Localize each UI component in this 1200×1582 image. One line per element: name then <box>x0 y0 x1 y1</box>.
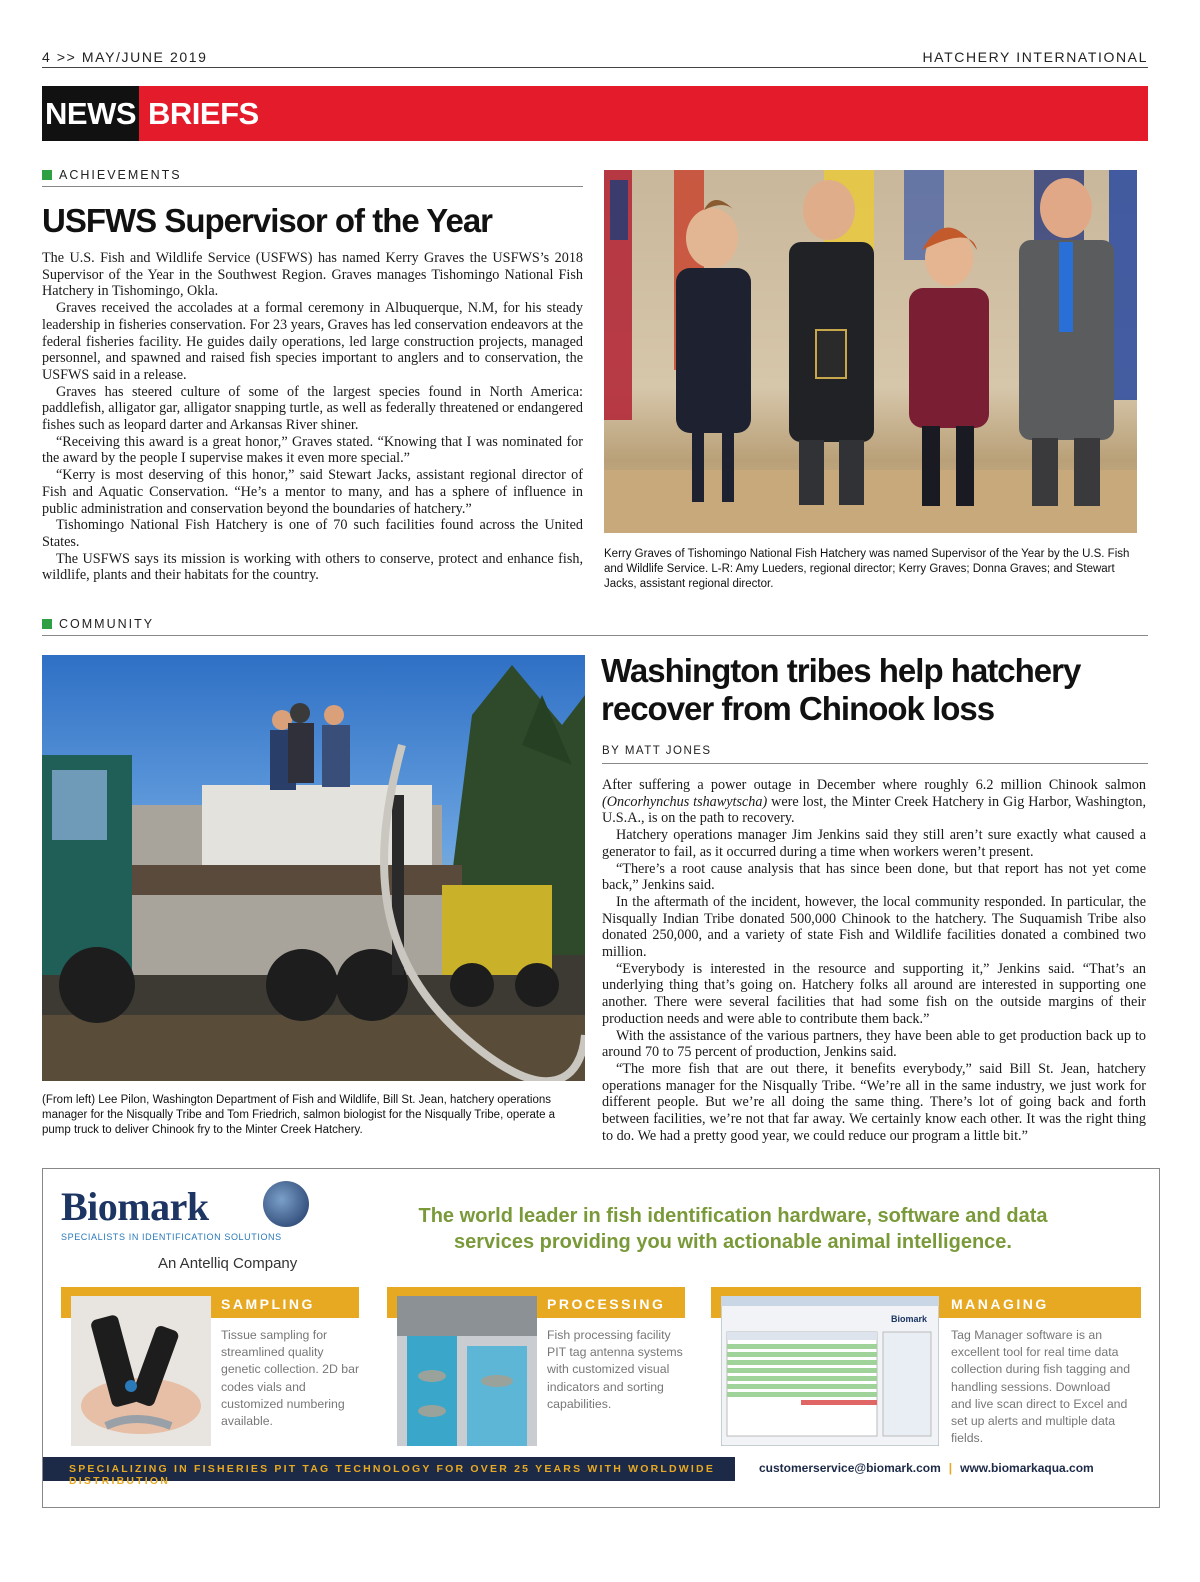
award-ceremony-photo <box>604 170 1137 533</box>
section-label-text: COMMUNITY <box>59 617 155 631</box>
section-marker-icon <box>42 619 52 629</box>
species-name: (Oncorhynchus tshawytscha) <box>602 793 768 810</box>
article-paragraph: Tishomingo National Fish Hatchery is one of 70 such facilities found across the United States. <box>42 517 583 550</box>
article-paragraph: Graves has steered culture of some of the largest species found in North America: paddlefish, alligator gar, alligator snapping turtle, as well as federally threatened or endangered fishes such as leopard darter and Arkansas River shiner. <box>42 383 583 434</box>
publication-name: HATCHERY INTERNATIONAL <box>922 49 1148 65</box>
tissue-sampler-image <box>71 1296 211 1446</box>
text-run: After suffering a power outage in December where roughly 6.2 million Chinook salmon <box>602 777 1146 793</box>
biomark-advertisement[interactable] <box>42 1168 1160 1508</box>
article-paragraph: “Everybody is interested in the resource and supporting it,” Jenkins said. “That’s an underlying thing that’s going on. Hatchery folks all around are interested in supporting one another. There were several facilities that had some fish on the outside margins of their production needs and were able to contribute them back.” <box>602 960 1146 1027</box>
fish-logo-icon <box>263 1181 309 1227</box>
section-label-community <box>42 617 154 631</box>
photo-caption: Kerry Graves of Tishomingo National Fish Hatchery was named Supervisor of the Year by the U.S. Fish and Wildlife Service. L-R: Amy Lueders, regional director; Kerry Graves; Donna Graves; and Stewart Jacks, assistant regional director. <box>604 548 1130 590</box>
ad-bottom-text: SPECIALIZING IN FISHERIES PIT TAG TECHNOLOGY FOR OVER 25 YEARS WITH WORLDWIDE DISTRIBUTION <box>69 1463 716 1487</box>
truck-photo-illustration <box>42 655 585 1081</box>
website-link[interactable]: www.biomarkaqua.com <box>960 1461 1094 1475</box>
section-label-achievements <box>42 168 182 182</box>
section-label-text: ACHIEVEMENTS <box>59 168 182 182</box>
byline-rule <box>602 763 1148 764</box>
card-text: Fish processing facility PIT tag antenna systems with customized visual indicators and sorting capabilities. <box>547 1328 683 1411</box>
article-paragraph: Graves received the accolades at a formal ceremony in Albuquerque, N.M, for his steady leadership in fisheries conservation. For 23 years, Graves has led conservation endeavors at the federal fisheries facility. He guides daily operations, led large construction projects, managed personnel, and spawned and raised fish species important to anglers and to conservation, the USFWS said in a release. <box>42 300 583 383</box>
tag-manager-screenshot <box>721 1296 939 1446</box>
news-briefs-banner <box>42 86 1148 141</box>
headline-line: Washington tribes help hatchery <box>601 652 1081 689</box>
article-paragraph: The U.S. Fish and Wildlife Service (USFWS) has named Kerry Graves the USFWS’s 2018 Supervisor of the Year in the Southwest Region. Graves manages Tishomingo National Fish Hatchery in Tishomingo, Okla. <box>42 250 583 300</box>
card-managing <box>711 1287 1141 1447</box>
ad-tagline: The world leader in fish identification hardware, software and data services providing you with actionable animal intelligence. <box>418 1205 1048 1253</box>
article-headline: USFWS Supervisor of the Year <box>42 202 493 239</box>
headline-line: recover from Chinook loss <box>601 690 995 727</box>
card-text: Tag Manager software is an excellent tool for real time data collection during fish tagging and handling sessions. Download and live scan direct to Excel and set up alerts and multiple data fields. <box>951 1328 1131 1446</box>
article-paragraph: With the assistance of the various partners, they have been able to get production back up to around 70 to 75 percent of production, Jenkins said. <box>602 1027 1146 1061</box>
text-run: were lost, the Minter Creek Hatchery in Gig Harbor, Washington, U.S.A., is on the path to recovery. <box>602 793 1146 827</box>
article-paragraph: In the aftermath of the incident, however, the local community responded. In particular, the Nisqually Indian Tribe donated 500,000 Chinook to the hatchery. The Suquamish Tribe also donated 250,000, and a variety of state Fish and Wildlife facilities donated a combined two million. <box>602 893 1146 961</box>
card-text: Tissue sampling for streamlined quality genetic collection. 2D bar codes vials and customized numbering available. <box>221 1328 360 1429</box>
contact-separator: | <box>948 1461 953 1475</box>
header-rule <box>42 67 1148 68</box>
card-title: SAMPLING <box>221 1296 315 1312</box>
article-paragraph: The USFWS says its mission is working with others to conserve, protect and enhance fish, wildlife, plants and their habitats for the country. <box>42 550 583 584</box>
photo-caption: (From left) Lee Pilon, Washington Department of Fish and Wildlife, Bill St. Jean, hatchery operations manager for the Nisqually Tribe and Tom Friedrich, salmon biologist for the Nisqually Tribe, operate a pump truck to deliver Chinook fry to the Minter Creek Hatchery. <box>42 1094 556 1136</box>
byline: BY MATT JONES <box>602 745 712 757</box>
article-body <box>42 250 583 584</box>
page-folio: 4 >> MAY/JUNE 2019 <box>42 49 208 65</box>
article-headline <box>601 652 1141 728</box>
award-photo-illustration <box>604 170 1137 533</box>
section-rule <box>42 635 1148 636</box>
ad-contact <box>759 1461 1094 1475</box>
article-paragraph: “There’s a root cause analysis that has since been done, but that report has not yet come back,” Jenkins said. <box>602 860 1146 894</box>
banner-briefs-label: BRIEFS <box>148 96 259 131</box>
fish-processing-image <box>397 1296 537 1446</box>
card-processing <box>387 1287 685 1447</box>
article-body <box>602 777 1146 1144</box>
article-paragraph: “Kerry is most deserving of this honor,” said Stewart Jacks, assistant regional director of Fish and Aquatic Conservation. “He’s a mentor to many, and has a sphere of influence in public administration and conservation beyond the boundaries of hatchery.” <box>42 467 583 517</box>
brand-subtitle: SPECIALISTS IN IDENTIFICATION SOLUTIONS <box>61 1232 282 1242</box>
article-paragraph: Hatchery operations manager Jim Jenkins said they still aren’t sure exactly what caused a generator to fail, as it occurred during a time when workers weren’t present. <box>602 827 1146 860</box>
section-rule <box>42 186 583 187</box>
article-paragraph: “Receiving this award is a great honor,” Graves stated. “Knowing that I was nominated for the award by the people I supervise makes it even more special.” <box>42 433 583 467</box>
card-sampling <box>61 1287 359 1447</box>
email-link[interactable]: customerservice@biomark.com <box>759 1461 941 1475</box>
article-paragraph <box>602 777 1146 827</box>
biomark-logo: Biomark <box>61 1184 209 1229</box>
card-title: PROCESSING <box>547 1296 666 1312</box>
ad-bottom-bar <box>43 1457 735 1487</box>
article-paragraph: “The more fish that are out there, it benefits everybody,” said Bill St. Jean, hatchery operations manager for the Nisqually Tribe. “We’re all in the same industry, we just work for different people. But we’re all doing the same thing. There’s lot of going back and forth between facilities, we’re not that far away. We certainly know each other. It was the right thing to do. We had a pretty good year, we could reduce our program a little bit.” <box>602 1060 1146 1144</box>
svg-text:Biomark: Biomark <box>891 1314 928 1324</box>
parent-company: An Antelliq Company <box>158 1255 298 1272</box>
pump-truck-photo <box>42 655 585 1081</box>
banner-news-label: NEWS <box>42 86 139 141</box>
section-marker-icon <box>42 170 52 180</box>
card-title: MANAGING <box>951 1296 1049 1312</box>
